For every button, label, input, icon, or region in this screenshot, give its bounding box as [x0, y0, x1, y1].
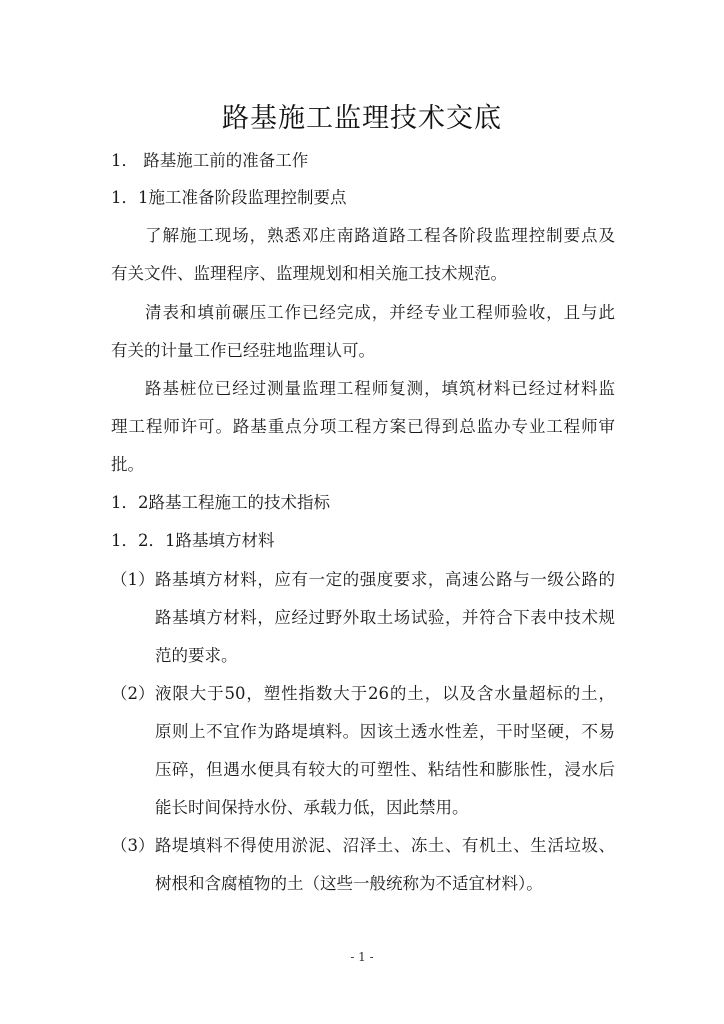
section-heading-1-2: 1．2路基工程施工的技术指标: [111, 493, 330, 512]
section-heading-1: 1． 路基施工前的准备工作: [111, 151, 309, 170]
page-title: 路基施工监理技术交底: [222, 103, 502, 134]
list-item-1-line-3: 范的要求。: [155, 646, 238, 665]
paragraph-2-line-2: 有关的计量工作已经驻地监理认可。: [111, 341, 375, 360]
list-item-1-number: （1）: [111, 570, 155, 589]
list-item-3-line-2: 树根和含腐植物的土（这些一般统称为不适宜材料）。: [155, 874, 543, 893]
paragraph-1-line-1: 了解施工现场，熟悉邓庄南路道路工程各阶段监理控制要点及: [145, 226, 615, 245]
list-item-2-line-1: 液限大于50，塑性指数大于26的土，以及含水量超标的土，: [155, 684, 615, 703]
page-number: - 1 -: [350, 950, 374, 964]
section-heading-1-1: 1．1施工准备阶段监理控制要点: [111, 188, 347, 207]
paragraph-2-line-1: 清表和填前碾压工作已经完成，并经专业工程师验收，且与此: [145, 303, 615, 322]
section-heading-1-2-1: 1．2．1路基填方材料: [111, 531, 275, 550]
paragraph-3-line-2: 理工程师许可。路基重点分项工程方案已得到总监办专业工程师审: [111, 417, 615, 436]
list-item-3-number: （3）: [111, 836, 155, 855]
list-item-2-line-2: 原则上不宜作为路堤填料。因该土透水性差，干时坚硬，不易: [155, 722, 615, 741]
paragraph-3-line-3: 批。: [111, 455, 144, 474]
list-item-2-number: （2）: [111, 684, 155, 703]
list-item-1-line-2: 路基填方材料，应经过野外取土场试验，并符合下表中技术规: [155, 608, 615, 627]
list-item-2-line-3: 压碎，但遇水便具有较大的可塑性、粘结性和膨胀性，浸水后: [155, 760, 615, 779]
list-item-3-line-1: 路堤填料不得使用淤泥、沼泽土、冻土、有机土、生活垃圾、: [155, 836, 615, 855]
paragraph-3-line-1: 路基桩位已经过测量监理工程师复测，填筑材料已经过材料监: [145, 379, 615, 398]
paragraph-1-line-2: 有关文件、监理程序、监理规划和相关施工技术规范。: [111, 264, 507, 283]
list-item-2-line-4: 能长时间保持水份、承载力低，因此禁用。: [155, 798, 469, 817]
list-item-1-line-1: 路基填方材料，应有一定的强度要求，高速公路与一级公路的: [155, 570, 615, 589]
